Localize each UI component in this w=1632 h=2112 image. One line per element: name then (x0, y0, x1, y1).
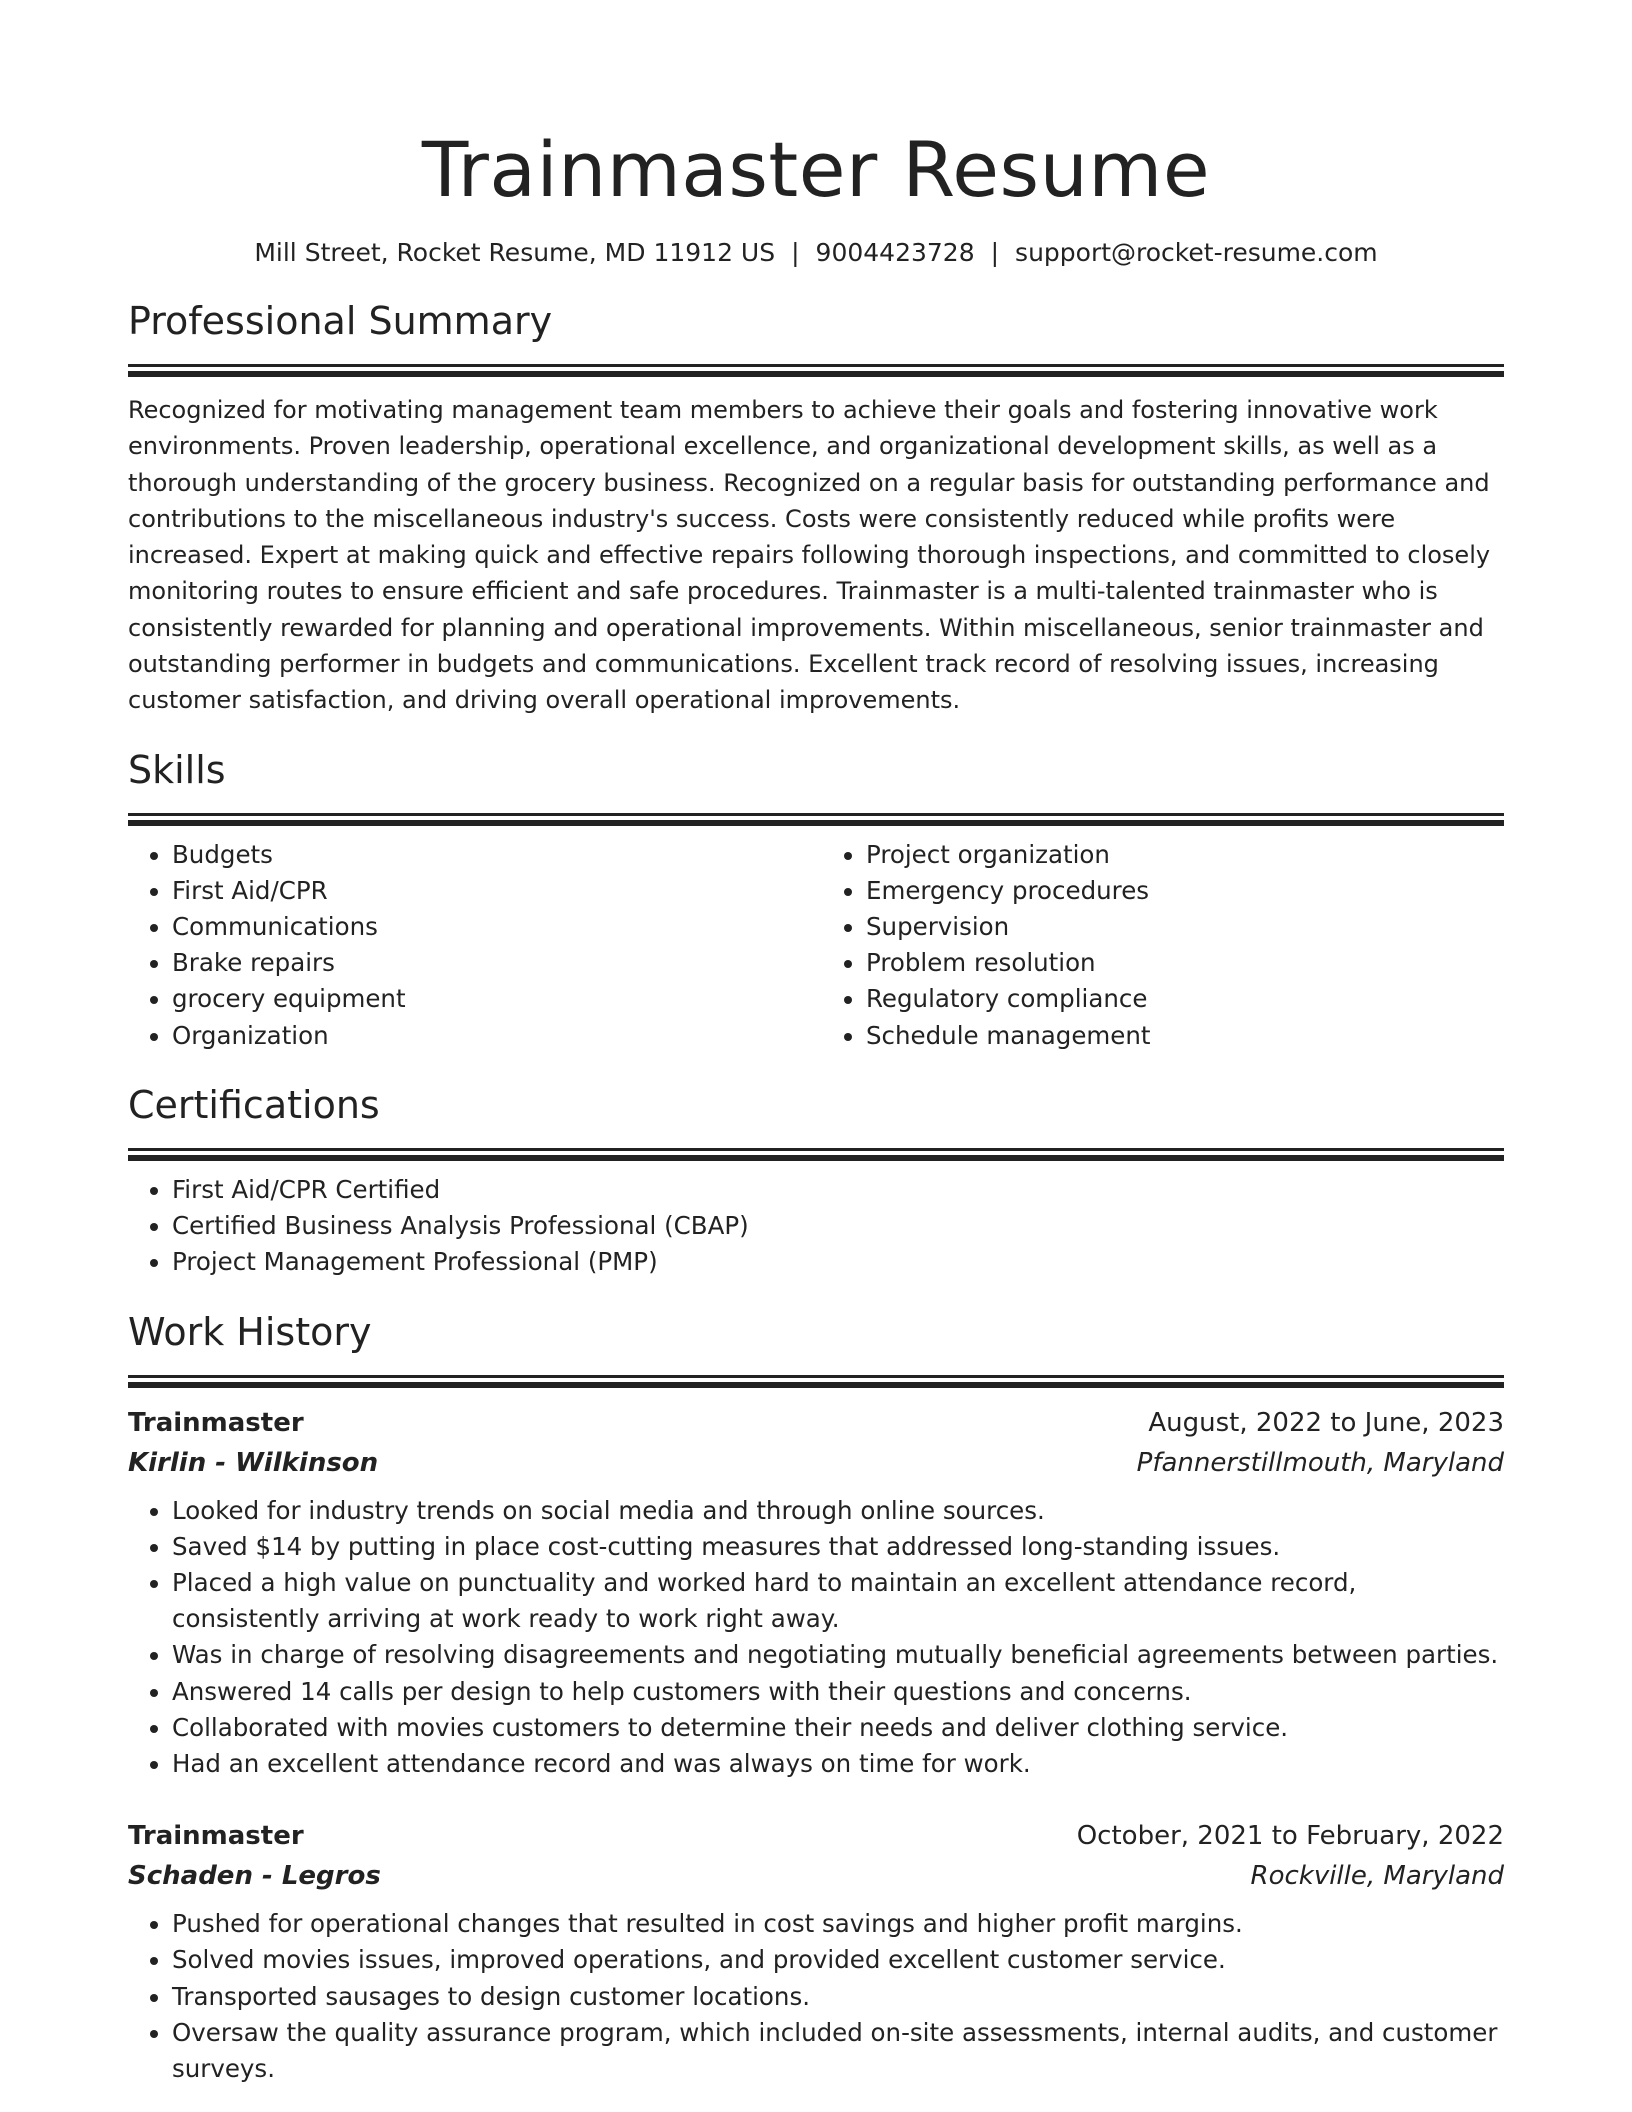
skill-item: • Budgets (172, 837, 816, 873)
skill-item: • Supervision (866, 909, 1504, 945)
section-divider (128, 1375, 1504, 1387)
certification-item: • First Aid/CPR Certified (172, 1172, 1504, 1208)
section-heading-skills: Skills (128, 747, 226, 792)
skills-list-right (816, 837, 1504, 1054)
skill-item: • Regulatory compliance (866, 981, 1504, 1017)
skill-item: • grocery equipment (172, 981, 816, 1017)
contact-line (128, 236, 1504, 270)
skills-section (128, 745, 1504, 1054)
skill-item: • Problem resolution (866, 945, 1504, 981)
job-title: Trainmaster (128, 1821, 304, 1852)
job-duty-item: • Pushed for operational changes that resulted in cost savings and higher profit margins. (172, 1906, 1504, 1942)
contact-separator: | (990, 238, 1000, 267)
skill-item: • Organization (172, 1018, 816, 1054)
job-entry (128, 1816, 1504, 2087)
skill-item: • First Aid/CPR (172, 873, 816, 909)
job-duty-item: • Had an excellent attendance record and was always on time for work. (172, 1746, 1504, 1782)
certification-item: • Project Management Professional (PMP) (172, 1244, 1504, 1280)
job-location: Rockville, Maryland (1250, 1861, 1504, 1892)
job-company: Schaden - Legros (128, 1861, 381, 1892)
section-divider (128, 364, 1504, 376)
certification-item: • Certified Business Analysis Professional (CBAP) (172, 1208, 1504, 1244)
certifications-list (128, 1172, 1504, 1281)
job-duty-item: • Transported sausages to design customer locations. (172, 1979, 1504, 2015)
skill-item: • Project organization (866, 837, 1504, 873)
job-duties-list (128, 1906, 1504, 2087)
job-duty-item: • Placed a high value on punctuality and worked hard to maintain an excellent attendance record, consistently arriving at work ready to work right away. (172, 1565, 1504, 1637)
job-dates: August, 2022 to June, 2023 (1148, 1407, 1504, 1438)
section-divider (128, 1148, 1504, 1160)
section-heading-work-history: Work History (128, 1309, 372, 1354)
work-history-section (128, 1307, 1504, 2088)
job-subheader-row (128, 1443, 1504, 1483)
contact-address: Mill Street, Rocket Resume, MD 11912 US (254, 238, 776, 267)
contact-phone: 9004423728 (815, 238, 975, 267)
job-subheader-row (128, 1856, 1504, 1896)
job-company: Kirlin - Wilkinson (128, 1447, 379, 1478)
job-duty-item: • Oversaw the quality assurance program, which included on-site assessments, internal audits, and customer surveys. (172, 2015, 1504, 2087)
skill-item: • Brake repairs (172, 945, 816, 981)
resume-title: Trainmaster Resume (421, 125, 1211, 214)
skills-list-left (128, 837, 816, 1054)
contact-email: support@rocket-resume.com (1015, 238, 1378, 267)
job-location: Pfannerstillmouth, Maryland (1136, 1447, 1504, 1478)
job-duty-item: • Saved $14 by putting in place cost-cutting measures that addressed long-standing issues. (172, 1529, 1504, 1565)
job-duty-item: • Looked for industry trends on social media and through online sources. (172, 1493, 1504, 1529)
summary-section (128, 296, 1504, 719)
skill-item: • Emergency procedures (866, 873, 1504, 909)
certifications-section (128, 1080, 1504, 1281)
job-duties-list (128, 1493, 1504, 1783)
section-heading-certifications: Certifications (128, 1082, 380, 1127)
summary-text: Recognized for motivating management team members to achieve their goals and fostering innovative work environments. Proven leadership, operational excellence, and organizational development skills, as well as a thorough understanding of the grocery business. Recognized on a regular basis for outstanding performance and contributions to the miscellaneous industry's success. Costs were consistently reduced while profits were increased. Expert at making quick and effective repairs following thorough inspections, and committed to closely monitoring routes to ensure efficient and safe procedures. Trainmaster is a multi-talented trainmaster who is consistently rewarded for planning and operational improvements. Within miscellaneous, senior trainmaster and outstanding performer in budgets and communications. Excellent track record of resolving issues, increasing customer satisfaction, and driving overall operational improvements. (128, 396, 1491, 715)
skill-item: • Schedule management (866, 1018, 1504, 1054)
job-header-row (128, 1816, 1504, 1856)
job-dates: October, 2021 to February, 2022 (1076, 1821, 1504, 1852)
contact-separator: | (791, 238, 800, 267)
section-divider (128, 813, 1504, 825)
job-duty-item: • Answered 14 calls per design to help customers with their questions and concerns. (172, 1674, 1504, 1710)
job-duty-item: • Solved movies issues, improved operations, and provided excellent customer service. (172, 1942, 1504, 1978)
section-heading-summary: Professional Summary (128, 299, 553, 343)
job-header-row (128, 1403, 1504, 1443)
skill-item: • Communications (172, 909, 816, 945)
job-duty-item: • Was in charge of resolving disagreements and negotiating mutually beneficial agreements between parties. (172, 1637, 1504, 1673)
job-duty-item: • Collaborated with movies customers to determine their needs and deliver clothing service. (172, 1710, 1504, 1746)
job-title: Trainmaster (128, 1407, 304, 1438)
skills-grid (128, 825, 1504, 1054)
job-entry (128, 1403, 1504, 1783)
